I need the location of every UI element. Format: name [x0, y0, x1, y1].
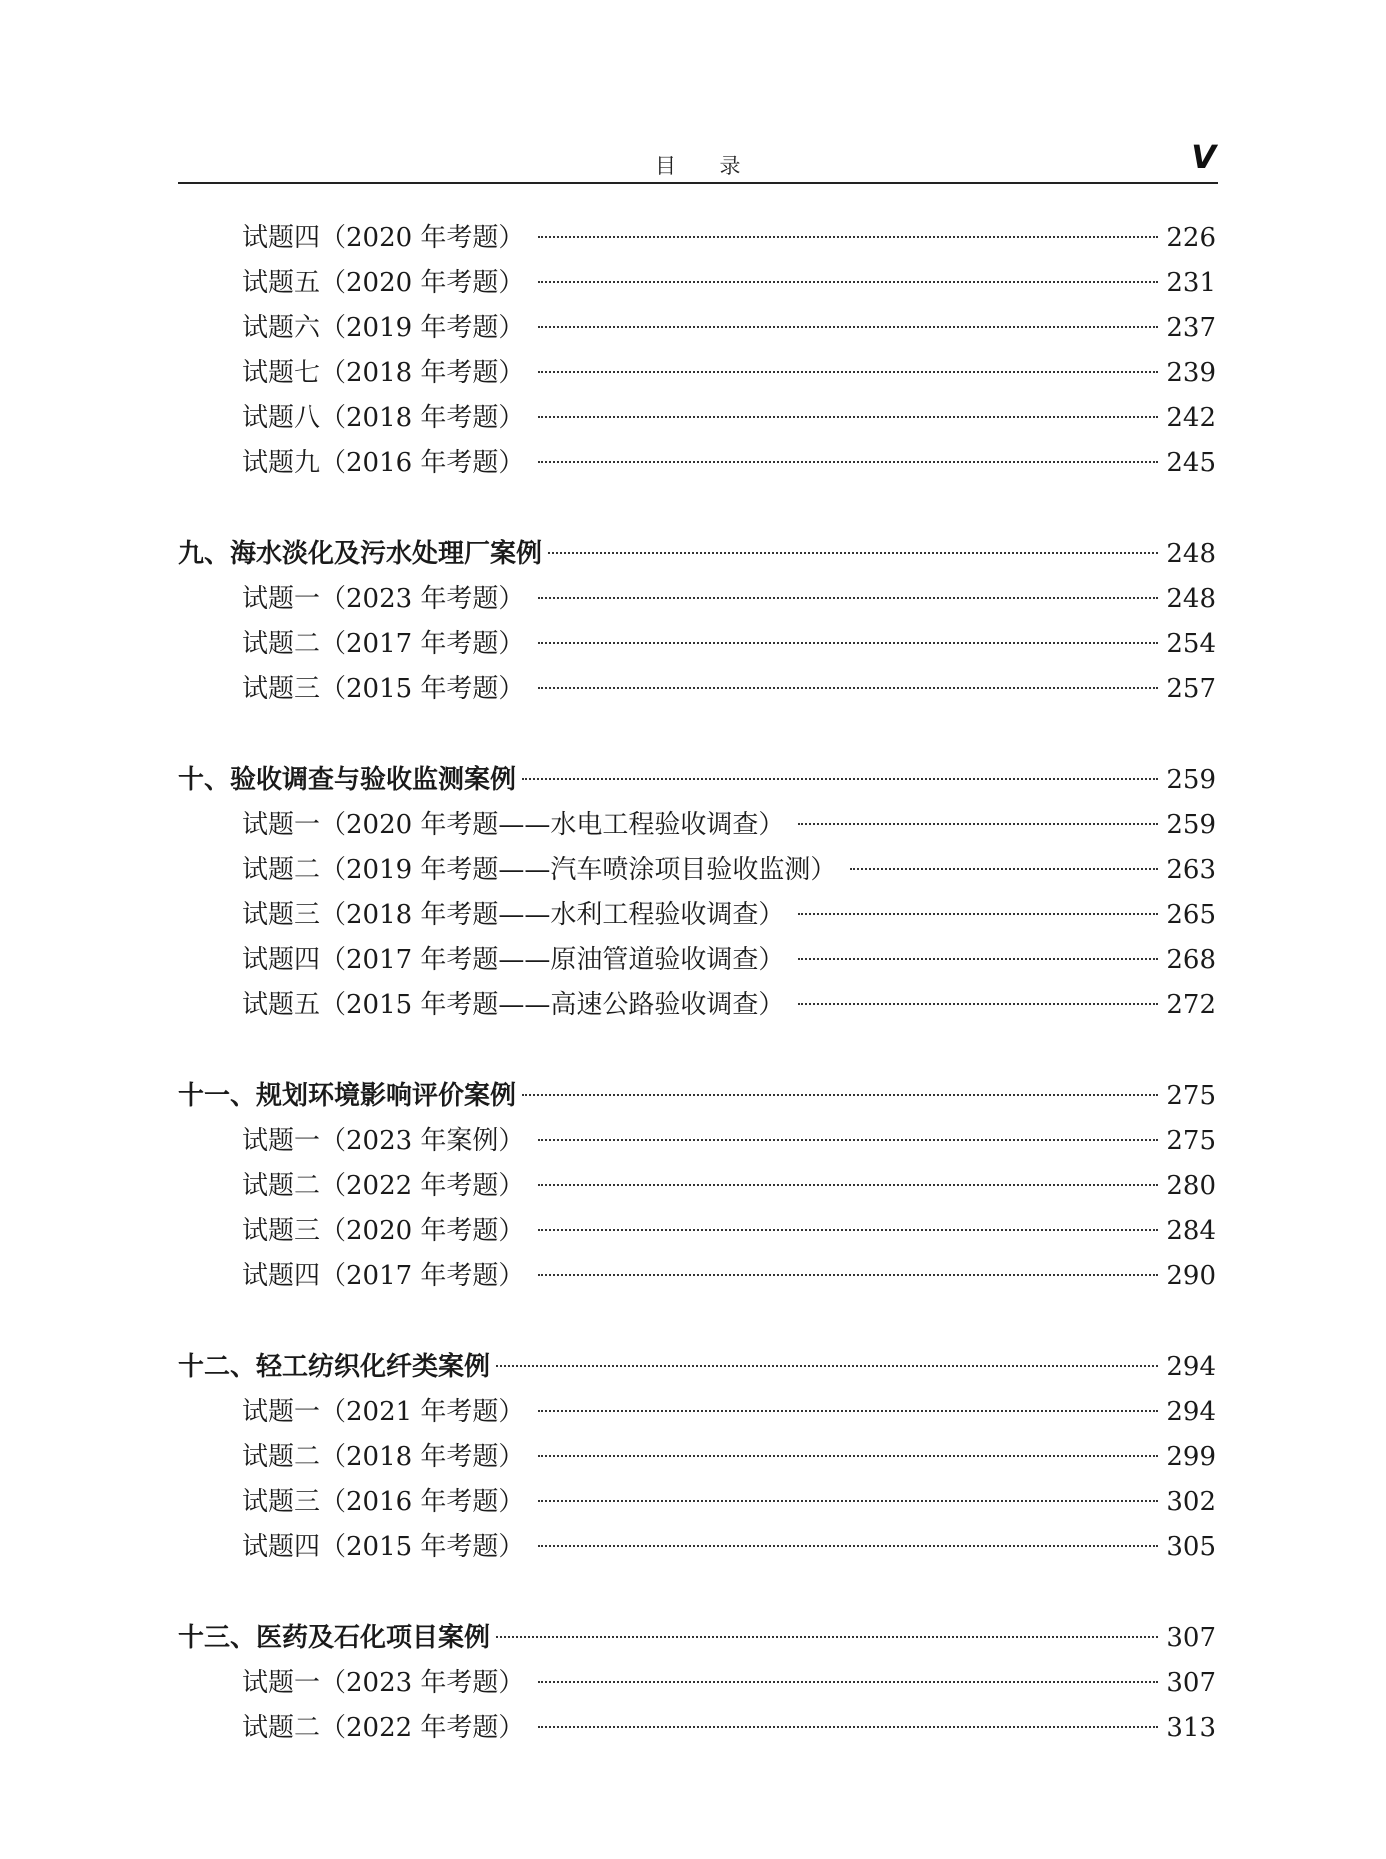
toc-entry-title: 试题四（2020 年考题） — [242, 223, 525, 253]
toc-page-number: 226 — [1166, 223, 1216, 253]
toc-entry-title: 试题五（2015 年考题——高速公路验收调查） — [242, 990, 785, 1020]
toc-entry[interactable] — [178, 1119, 1216, 1164]
toc-page-number: 294 — [1166, 1397, 1216, 1427]
toc-entry[interactable] — [178, 577, 1216, 622]
dot-leader — [538, 1545, 1158, 1547]
toc-entry[interactable] — [178, 216, 1216, 261]
toc-section — [178, 1616, 1216, 1751]
toc-entry[interactable] — [178, 1706, 1216, 1751]
toc-page-number: 257 — [1166, 674, 1216, 704]
dot-leader — [798, 1003, 1158, 1005]
toc-page-number: 307 — [1166, 1668, 1216, 1698]
toc-page-number: 299 — [1166, 1442, 1216, 1472]
toc-page-number: 263 — [1166, 855, 1216, 885]
toc-entry-title: 试题一（2021 年考题） — [242, 1397, 525, 1427]
dot-leader — [538, 1229, 1158, 1231]
toc-page-number: 272 — [1166, 990, 1216, 1020]
toc-entry-title: 试题二（2018 年考题） — [242, 1442, 525, 1472]
toc-chapter-entry[interactable] — [178, 758, 1216, 803]
header-page-numeral: V — [1191, 138, 1216, 176]
toc-section — [178, 758, 1216, 1028]
toc-entry-title: 十一、规划环境影响评价案例 — [178, 1081, 517, 1111]
toc-entry-title: 试题二（2017 年考题） — [242, 629, 525, 659]
toc-page-number: 275 — [1166, 1081, 1216, 1111]
toc-page-number: 294 — [1166, 1352, 1216, 1382]
dot-leader — [538, 461, 1158, 463]
dot-leader — [850, 868, 1158, 870]
toc-page-number: 268 — [1166, 945, 1216, 975]
toc-entry-title: 试题一（2023 年考题） — [242, 1668, 525, 1698]
toc-entry[interactable] — [178, 1661, 1216, 1706]
toc-entry-title: 试题六（2019 年考题） — [242, 313, 525, 343]
toc-page-number: 245 — [1166, 448, 1216, 478]
toc-page-number: 242 — [1166, 403, 1216, 433]
dot-leader — [538, 1184, 1158, 1186]
toc-entry[interactable] — [178, 1435, 1216, 1480]
toc-chapter-entry[interactable] — [178, 1345, 1216, 1390]
toc-entry[interactable] — [178, 1254, 1216, 1299]
toc-section — [178, 1345, 1216, 1570]
toc-entry-title: 试题八（2018 年考题） — [242, 403, 525, 433]
toc-chapter-entry[interactable] — [178, 1616, 1216, 1661]
toc-page-number: 231 — [1166, 268, 1216, 298]
toc-entry[interactable] — [178, 803, 1216, 848]
toc-page-number: 259 — [1166, 765, 1216, 795]
toc-entry-title: 试题三（2020 年考题） — [242, 1216, 525, 1246]
toc-section — [178, 1074, 1216, 1299]
dot-leader — [548, 552, 1158, 554]
toc-entry[interactable] — [178, 1209, 1216, 1254]
dot-leader — [538, 371, 1158, 373]
toc-entry[interactable] — [178, 848, 1216, 893]
toc-entry[interactable] — [178, 893, 1216, 938]
toc-chapter-entry[interactable] — [178, 1074, 1216, 1119]
toc-page-number: 290 — [1166, 1261, 1216, 1291]
toc-entry[interactable] — [178, 667, 1216, 712]
toc-page-number: 275 — [1166, 1126, 1216, 1156]
toc-entry-title: 试题四（2015 年考题） — [242, 1532, 525, 1562]
toc-entry-title: 九、海水淡化及污水处理厂案例 — [178, 539, 543, 569]
toc-chapter-entry[interactable] — [178, 532, 1216, 577]
toc-entry-title: 试题九（2016 年考题） — [242, 448, 525, 478]
dot-leader — [538, 326, 1158, 328]
toc-entry[interactable] — [178, 306, 1216, 351]
toc-entry[interactable] — [178, 1390, 1216, 1435]
toc-entry-title: 试题三（2016 年考题） — [242, 1487, 525, 1517]
dot-leader — [538, 597, 1158, 599]
dot-leader — [496, 1365, 1158, 1367]
dot-leader — [522, 1094, 1158, 1096]
toc-page-number: 237 — [1166, 313, 1216, 343]
toc-page-number: 254 — [1166, 629, 1216, 659]
toc-entry[interactable] — [178, 396, 1216, 441]
dot-leader — [538, 1274, 1158, 1276]
dot-leader — [538, 687, 1158, 689]
toc-entry-title: 试题四（2017 年考题——原油管道验收调查） — [242, 945, 785, 975]
toc-page-number: 280 — [1166, 1171, 1216, 1201]
dot-leader — [538, 1726, 1158, 1728]
toc-entry[interactable] — [178, 261, 1216, 306]
toc-entry[interactable] — [178, 351, 1216, 396]
toc-entry-title: 十、验收调查与验收监测案例 — [178, 765, 517, 795]
toc-entry-title: 试题五（2020 年考题） — [242, 268, 525, 298]
dot-leader — [538, 1455, 1158, 1457]
dot-leader — [798, 913, 1158, 915]
toc-page-number: 284 — [1166, 1216, 1216, 1246]
dot-leader — [538, 642, 1158, 644]
toc-entry[interactable] — [178, 1525, 1216, 1570]
dot-leader — [538, 1139, 1158, 1141]
toc-page-number: 265 — [1166, 900, 1216, 930]
toc-entry[interactable] — [178, 1480, 1216, 1525]
toc-entry-title: 试题三（2018 年考题——水利工程验收调查） — [242, 900, 785, 930]
toc-entry-title: 试题四（2017 年考题） — [242, 1261, 525, 1291]
toc-entry[interactable] — [178, 622, 1216, 667]
dot-leader — [798, 823, 1158, 825]
toc-entry-title: 十三、医药及石化项目案例 — [178, 1623, 491, 1653]
toc-entry-title: 试题三（2015 年考题） — [242, 674, 525, 704]
toc-entry[interactable] — [178, 983, 1216, 1028]
toc-page-number: 248 — [1166, 584, 1216, 614]
toc-section — [178, 216, 1216, 486]
toc-entry[interactable] — [178, 1164, 1216, 1209]
toc-entry-title: 试题二（2022 年考题） — [242, 1171, 525, 1201]
dot-leader — [496, 1636, 1158, 1638]
toc-entry[interactable] — [178, 441, 1216, 486]
toc-entry-title: 试题二（2022 年考题） — [242, 1713, 525, 1743]
table-of-contents — [178, 216, 1216, 1797]
dot-leader — [798, 958, 1158, 960]
running-header — [178, 138, 1218, 184]
toc-section — [178, 532, 1216, 712]
toc-page-number: 307 — [1166, 1623, 1216, 1653]
toc-entry-title: 十二、轻工纺织化纤类案例 — [178, 1352, 491, 1382]
header-title: 目 录 — [655, 154, 741, 178]
toc-entry[interactable] — [178, 938, 1216, 983]
toc-entry-title: 试题一（2023 年案例） — [242, 1126, 525, 1156]
dot-leader — [538, 281, 1158, 283]
toc-page-number: 259 — [1166, 810, 1216, 840]
toc-page-number: 305 — [1166, 1532, 1216, 1562]
toc-entry-title: 试题七（2018 年考题） — [242, 358, 525, 388]
toc-entry-title: 试题一（2020 年考题——水电工程验收调查） — [242, 810, 785, 840]
dot-leader — [538, 416, 1158, 418]
toc-entry-title: 试题一（2023 年考题） — [242, 584, 525, 614]
toc-page-number: 313 — [1166, 1713, 1216, 1743]
dot-leader — [538, 1410, 1158, 1412]
toc-page-number: 302 — [1166, 1487, 1216, 1517]
toc-page-number: 248 — [1166, 539, 1216, 569]
dot-leader — [522, 778, 1158, 780]
dot-leader — [538, 1681, 1158, 1683]
dot-leader — [538, 236, 1158, 238]
toc-entry-title: 试题二（2019 年考题——汽车喷涂项目验收监测） — [242, 855, 837, 885]
dot-leader — [538, 1500, 1158, 1502]
toc-page-number: 239 — [1166, 358, 1216, 388]
